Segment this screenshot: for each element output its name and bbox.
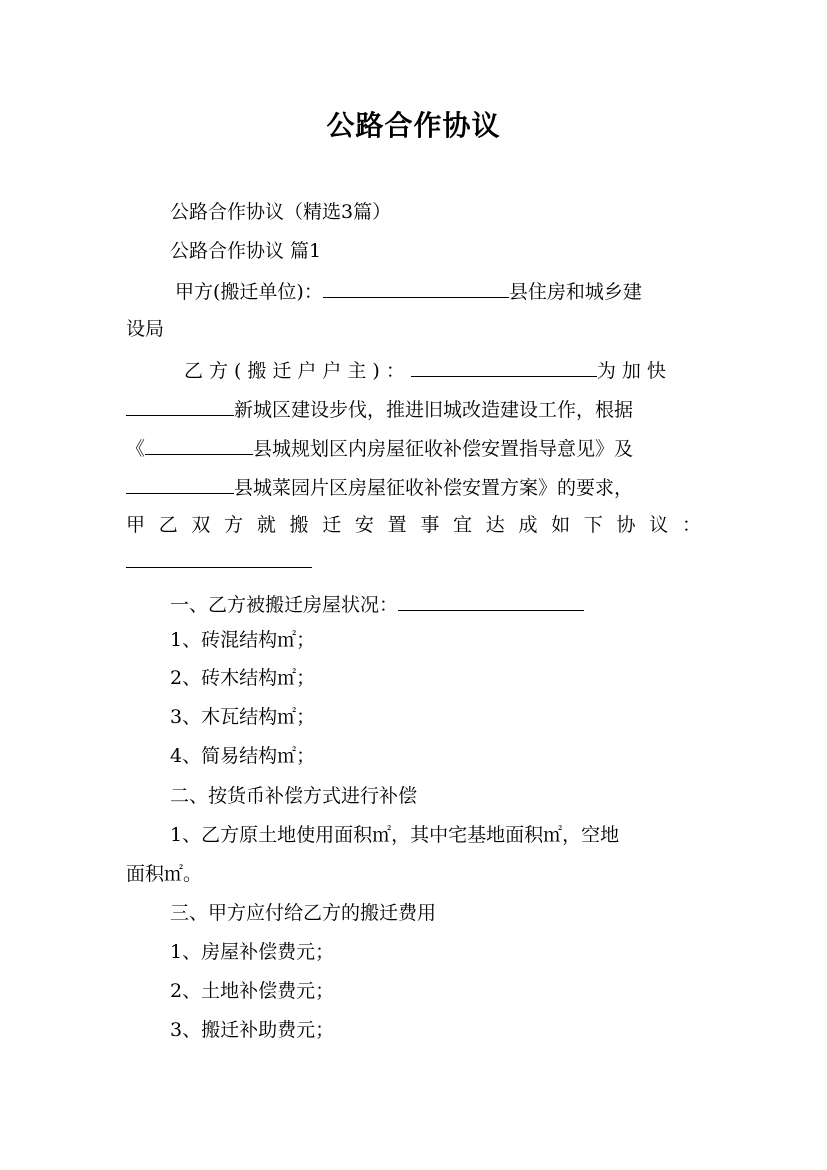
party-a-prefix: 甲方(搬迁单位)： [175, 281, 323, 303]
agreement-char: 如 [551, 514, 571, 536]
plan-text: 县城菜园片区房屋征收补偿安置方案》的要求， [234, 477, 634, 499]
item2-heading: 二、按货币补偿方式进行补偿 [170, 785, 418, 807]
item1-heading: 一、乙方被搬迁房屋状况： [170, 594, 399, 616]
party-a-continuation: 设局 [126, 318, 165, 340]
blank-field [145, 435, 253, 455]
party-b-line [184, 357, 672, 383]
item3-heading: 三、甲方应付给乙方的搬迁费用 [170, 902, 437, 924]
agreement-char: 下 [583, 514, 603, 536]
agreement-char: 迁 [322, 514, 342, 536]
newcity-text: 新城区建设步伐，推进旧城改造建设工作，根据 [234, 399, 634, 421]
agreement-char: 事 [420, 514, 440, 536]
document-title: 公路合作协议 [326, 109, 501, 142]
agreement-char: 议 [649, 514, 669, 536]
item1-heading-line [170, 591, 584, 617]
blank-field [398, 591, 584, 611]
agreement-blank-line [126, 548, 312, 574]
item1-1: 1、砖混结构㎡； [170, 629, 316, 651]
agreement-char: 甲 [126, 514, 146, 536]
quote-open: 《 [126, 438, 146, 460]
item1-3: 3、木瓦结构㎡； [170, 706, 316, 728]
agreement-char: 就 [256, 514, 276, 536]
blank-field [126, 396, 234, 416]
guidance-text: 县城规划区内房屋征收补偿安置指导意见》及 [253, 438, 634, 460]
agreement-char: 方 [224, 514, 244, 536]
blank-field [126, 548, 312, 568]
agreement-char: 置 [387, 514, 407, 536]
blank-field [323, 278, 509, 298]
agreement-char: 宜 [453, 514, 473, 536]
agreement-char: 成 [518, 514, 538, 536]
intro-line: 公路合作协议（精选3篇） [170, 201, 392, 223]
item3-2: 2、土地补偿费元； [170, 980, 335, 1002]
item1-2: 2、砖木结构㎡； [170, 667, 316, 689]
agreement-char: 双 [191, 514, 211, 536]
item3-3: 3、搬迁补助费元； [170, 1019, 335, 1041]
item2-1: 1、乙方原土地使用面积㎡，其中宅基地面积㎡，空地 [170, 824, 620, 846]
agreement-line [126, 513, 701, 537]
agreement-char: 搬 [289, 514, 309, 536]
agreement-char: 达 [485, 514, 505, 536]
agreement-char: ： [681, 514, 701, 536]
party-b-suffix: 为加快 [596, 360, 672, 382]
item1-4: 4、简易结构㎡； [170, 745, 316, 767]
guidance-line [126, 435, 633, 461]
party-b-prefix: 乙方(搬迁户户主)： [184, 360, 411, 382]
agreement-char: 乙 [158, 514, 178, 536]
blank-field [126, 474, 234, 494]
party-a-line [175, 278, 642, 304]
item3-1: 1、房屋补偿费元； [170, 941, 335, 963]
blank-field [411, 357, 597, 377]
agreement-char: 安 [354, 514, 374, 536]
party-a-suffix: 县住房和城乡建 [508, 281, 642, 303]
newcity-line [126, 396, 633, 422]
section-title: 公路合作协议 篇1 [170, 240, 322, 262]
item2-1-continuation: 面积㎡。 [126, 863, 203, 885]
agreement-char: 协 [616, 514, 636, 536]
plan-line [126, 474, 633, 500]
